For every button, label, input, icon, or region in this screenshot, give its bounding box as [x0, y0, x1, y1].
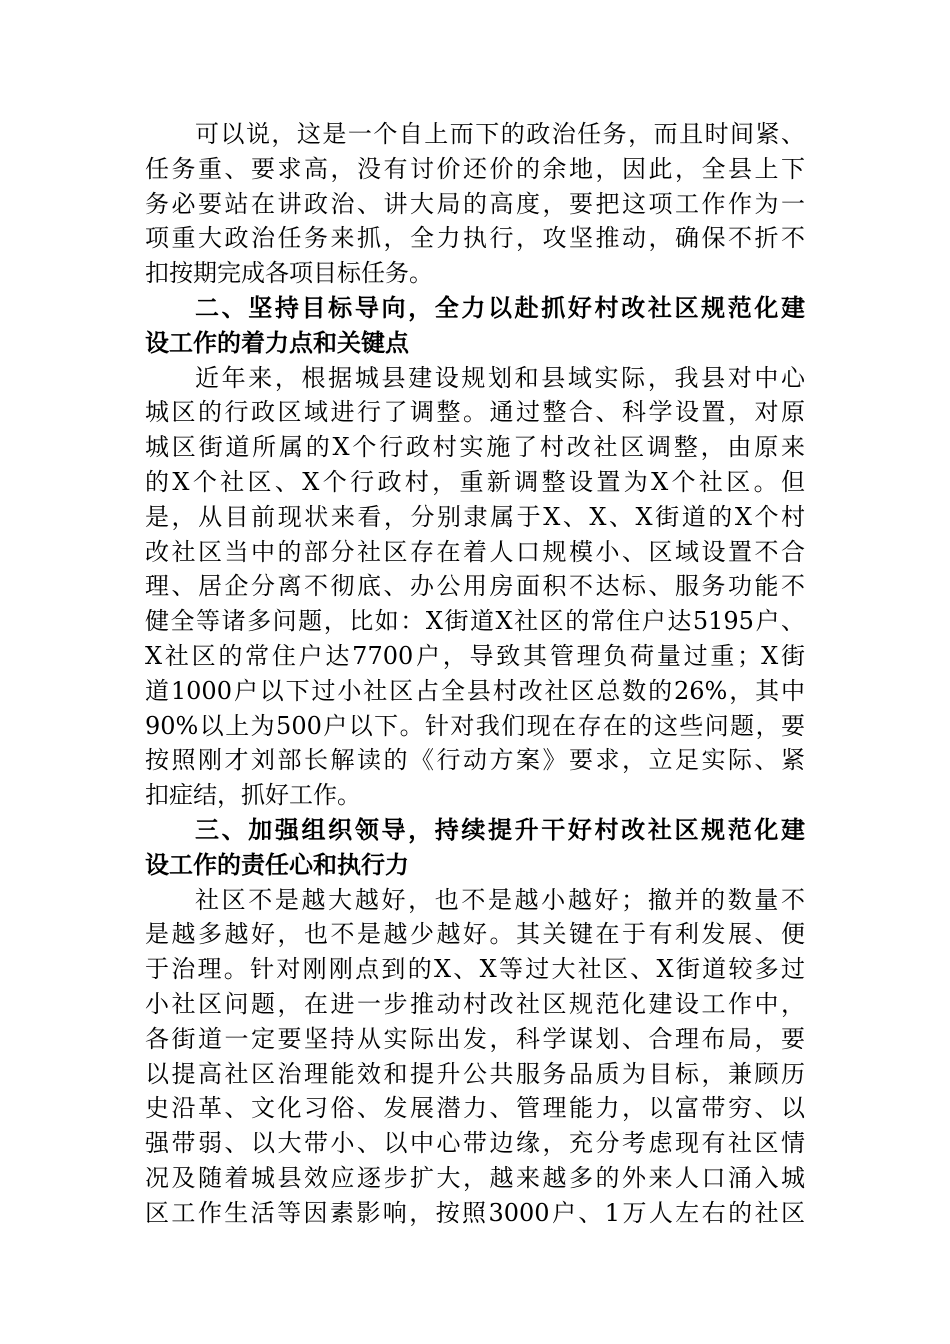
- text-line: 扣按期完成各项目标任务。: [145, 259, 433, 288]
- text-line: 是越多越好，也不是越少越好。其关键在于有利发展、便: [145, 920, 805, 949]
- text-line: 改社区当中的部分社区存在着人口规模小、区域设置不合: [145, 537, 805, 566]
- text-line: X社区的常住户达7700户，导致其管理负荷量过重；X街: [145, 641, 805, 670]
- paragraph-political-task: [145, 117, 805, 291]
- text-line: 理、居企分离不彻底、办公用房面积不达标、服务功能不: [145, 572, 805, 601]
- text-line: 项重大政治任务来抓，全力执行，攻坚推动，确保不折不: [145, 224, 805, 253]
- text-line: 城区的行政区域进行了调整。通过整合、科学设置，对原: [145, 398, 805, 427]
- heading-line: 设工作的责任心和执行力: [145, 849, 409, 879]
- text-line: 社区不是越大越好，也不是越小越好；撤并的数量不: [195, 885, 805, 914]
- paragraph-community-size: [145, 883, 805, 1231]
- text-line: 道1000户以下过小社区占全县村改社区总数的26%，其中: [145, 676, 805, 705]
- section-heading-2: [145, 291, 805, 361]
- text-line: 是，从目前现状来看，分别隶属于X、X、X街道的X个村: [145, 502, 805, 531]
- text-line: 强带弱、以大带小、以中心带边缘，充分考虑现有社区情: [145, 1129, 805, 1158]
- section-heading-3: [145, 813, 805, 883]
- document-body: [145, 117, 805, 1231]
- text-line: 的X个社区、X个行政村，重新调整设置为X个社区。但: [145, 467, 805, 496]
- text-line: 任务重、要求高，没有讨价还价的余地，因此，全县上下: [145, 154, 805, 183]
- text-line: 健全等诸多问题，比如：X街道X社区的常住户达5195户、: [145, 607, 805, 636]
- heading-line: 二、坚持目标导向，全力以赴抓好村改社区规范化建: [195, 292, 805, 322]
- text-line: 史沿革、文化习俗、发展潜力、管理能力，以富带穷、以: [145, 1094, 805, 1123]
- text-line: 小社区问题，在进一步推动村改社区规范化建设工作中，: [145, 989, 805, 1018]
- heading-line: 设工作的着力点和关键点: [145, 327, 409, 357]
- text-line: 近年来，根据城县建设规划和县域实际，我县对中心: [195, 363, 805, 392]
- text-line: 区工作生活等因素影响，按照3000户、1万人左右的社区: [145, 1198, 805, 1227]
- text-line: 可以说，这是一个自上而下的政治任务，而且时间紧、: [195, 120, 805, 148]
- text-line: 城区街道所属的X个行政村实施了村改社区调整，由原来: [145, 433, 805, 462]
- text-line: 以提高社区治理能效和提升公共服务品质为目标，兼顾历: [145, 1059, 805, 1088]
- text-line: 各街道一定要坚持从实际出发，科学谋划、合理布局，要: [145, 1024, 805, 1053]
- text-line: 扣症结，抓好工作。: [145, 781, 361, 810]
- text-line: 按照刚才刘部长解读的《行动方案》要求，立足实际、紧: [145, 746, 805, 775]
- text-line: 务必要站在讲政治、讲大局的高度，要把这项工作作为一: [145, 189, 805, 218]
- paragraph-current-situation: [145, 361, 805, 813]
- heading-line: 三、加强组织领导，持续提升干好村改社区规范化建: [195, 814, 805, 844]
- text-line: 况及随着城县效应逐步扩大，越来越多的外来人口涌入城: [145, 1163, 805, 1192]
- text-line: 于治理。针对刚刚点到的X、X等过大社区、X街道较多过: [145, 955, 805, 984]
- text-line: 90%以上为500户以下。针对我们现在存在的这些问题，要: [145, 711, 805, 740]
